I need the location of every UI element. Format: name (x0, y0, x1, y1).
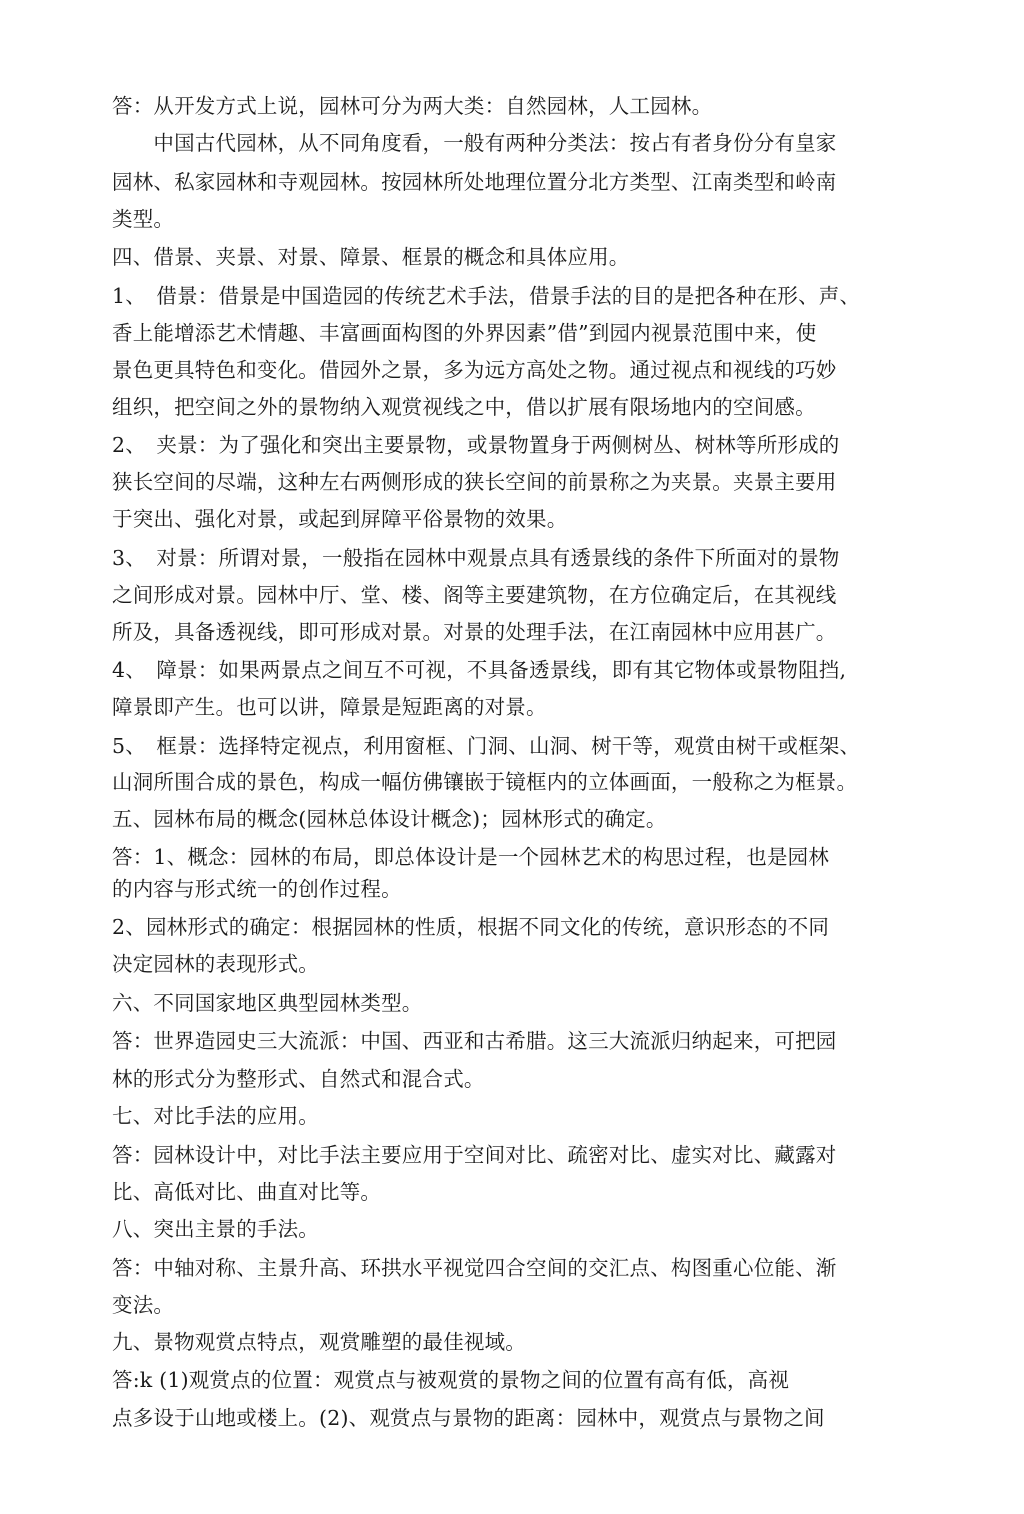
text-line: 答：中轴对称、主景升高、环拱水平视觉四合空间的交汇点、构图重心位能、渐 (112, 1256, 837, 1280)
text-line: 答：从开发方式上说，园林可分为两大类：自然园林，人工园林。 (112, 94, 713, 118)
text-line: 2、 夹景：为了强化和突出主要景物，或景物置身于两侧树丛、树林等所形成的 (112, 433, 840, 457)
text-line: 的内容与形式统一的创作过程。 (112, 877, 402, 901)
text-line: 香上能增添艺术情趣、丰富画面构图的外界因素”借”到园内视景范围中来，使 (112, 321, 817, 345)
text-line: 中国古代园林，从不同角度看，一般有两种分类法：按占有者身份分有皇家 (112, 131, 837, 155)
section-heading: 四、借景、夹景、对景、障景、框景的概念和具体应用。 (112, 245, 630, 269)
text-line: 2、园林形式的确定：根据园林的性质，根据不同文化的传统，意识形态的不同 (112, 915, 830, 939)
text-line: 组织，把空间之外的景物纳入观赏视线之中，借以扩展有限场地内的空间感。 (112, 395, 816, 419)
section-heading: 六、不同国家地区典型园林类型。 (112, 991, 423, 1015)
text-line: 狭长空间的尽端，这种左右两侧形成的狭长空间的前景称之为夹景。夹景主要用 (112, 470, 837, 494)
text-line: 林的形式分为整形式、自然式和混合式。 (112, 1067, 485, 1091)
text-line: 山洞所围合成的景色，构成一幅仿佛镶嵌于镜框内的立体画面，一般称之为框景。 (112, 770, 858, 794)
section-heading: 七、对比手法的应用。 (112, 1104, 319, 1128)
section-heading: 八、突出主景的手法。 (112, 1217, 319, 1241)
text-line: 之间形成对景。园林中厅、堂、楼、阁等主要建筑物，在方位确定后，在其视线 (112, 583, 837, 607)
text-line: 4、 障景：如果两景点之间互不可视，不具备透景线，即有其它物体或景物阻挡, (112, 658, 847, 682)
text-line: 园林、私家园林和寺观园林。按园林所处地理位置分北方类型、江南类型和岭南 (112, 170, 837, 194)
text-line: 所及，具备透视线，即可形成对景。对景的处理手法，在江南园林中应用甚广。 (112, 620, 837, 644)
section-heading: 九、景物观赏点特点，观赏雕塑的最佳视域。 (112, 1330, 526, 1354)
section-heading: 五、园林布局的概念(园林总体设计概念)；园林形式的确定。 (112, 807, 667, 831)
text-line: 5、 框景：选择特定视点，利用窗框、门洞、山洞、树干等，观赏由树干或框架、 (112, 734, 861, 758)
text-line: 3、 对景：所谓对景，一般指在园林中观景点具有透景线的条件下所面对的景物 (112, 546, 840, 570)
text-line: 于突出、强化对景，或起到屏障平俗景物的效果。 (112, 507, 568, 531)
text-line: 答:k (1)观赏点的位置：观赏点与被观赏的景物之间的位置有高有低，高视 (112, 1368, 790, 1392)
text-line: 点多设于山地或楼上。(2)、观赏点与景物的距离：园林中，观赏点与景物之间 (112, 1406, 825, 1430)
text-line: 答：园林设计中，对比手法主要应用于空间对比、疏密对比、虚实对比、藏露对 (112, 1143, 837, 1167)
text-line: 变法。 (112, 1293, 175, 1317)
text-line: 类型。 (112, 207, 175, 231)
text-line: 景色更具特色和变化。借园外之景，多为远方高处之物。通过视点和视线的巧妙 (112, 358, 837, 382)
text-line: 1、 借景：借景是中国造园的传统艺术手法，借景手法的目的是把各种在形、声、 (112, 284, 861, 308)
text-line: 决定园林的表现形式。 (112, 952, 319, 976)
text-line: 答：1、概念：园林的布局，即总体设计是一个园林艺术的构思过程，也是园林 (112, 845, 830, 869)
text-line: 答：世界造园史三大流派：中国、西亚和古希腊。这三大流派归纳起来，可把园 (112, 1029, 837, 1053)
text-line: 比、高低对比、曲直对比等。 (112, 1180, 382, 1204)
text-line: 障景即产生。也可以讲，障景是短距离的对景。 (112, 695, 547, 719)
